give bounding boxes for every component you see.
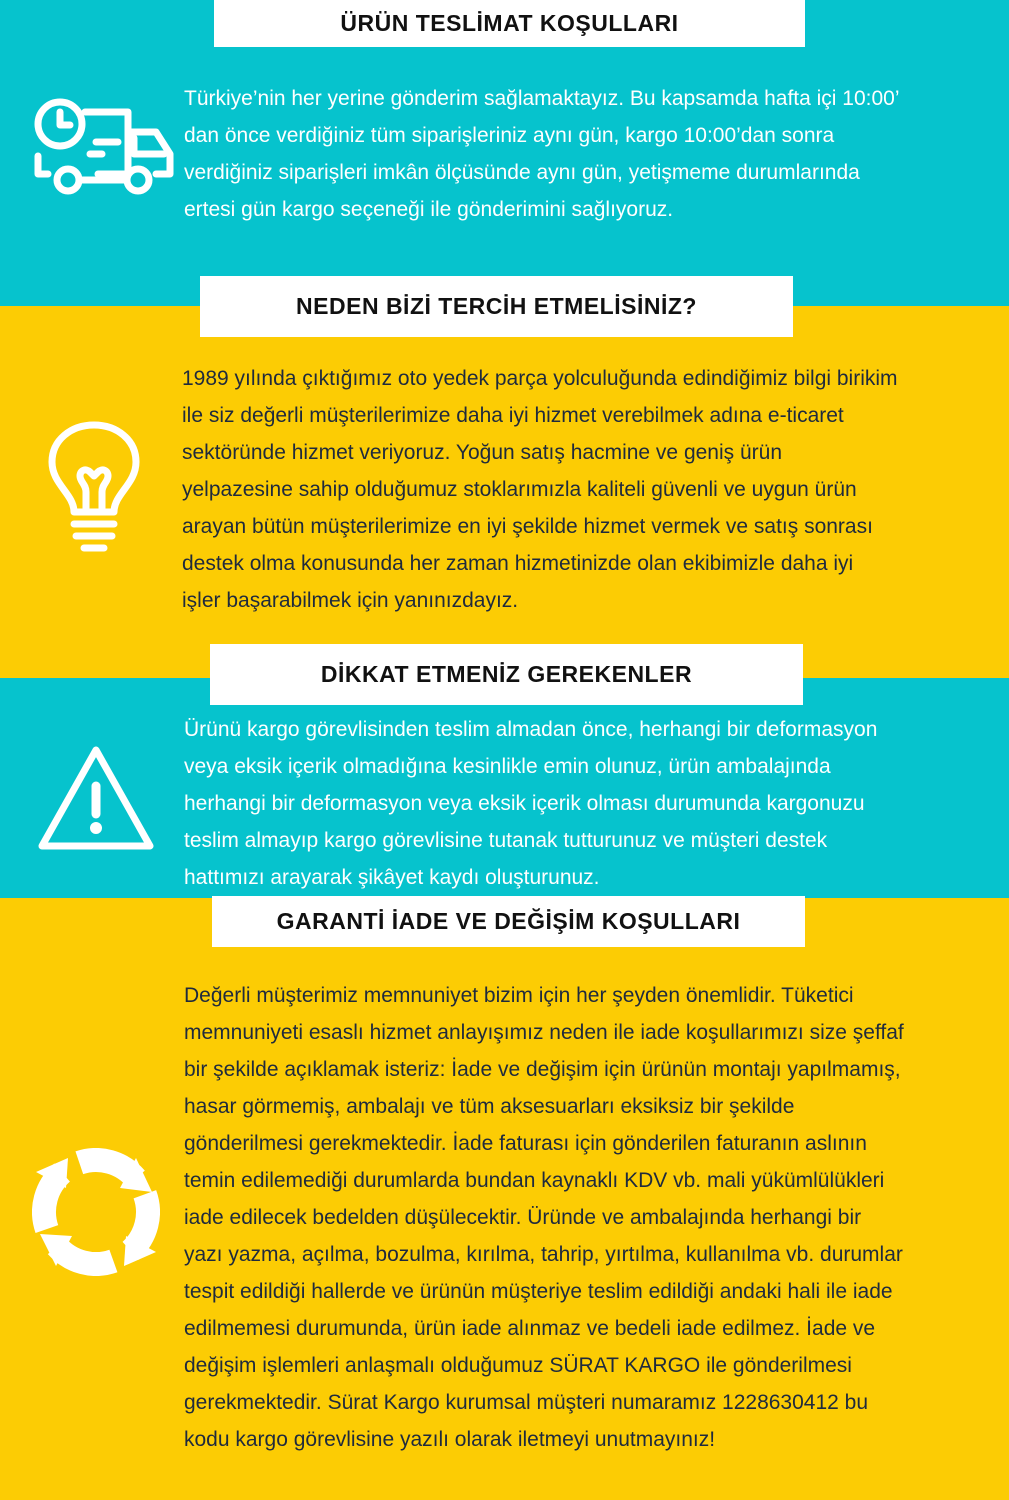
text-line: gönderilmesi gerekmektedir. İade faturası için gönderilen faturanın aslının [184, 1132, 867, 1155]
text-line: tespit edildiği hallerde ve ürünün müşteriye teslim edildiği andaki hali ile iade [184, 1280, 893, 1303]
lightbulb-icon [46, 420, 142, 552]
text-line: memnuniyeti esaslı hizmet anlayışımız neden ile iade koşullarımızı size şeffaf [184, 1021, 904, 1044]
text-line: sektöründe hizmet veriyoruz. Yoğun satış hacmine ve geniş ürün [182, 441, 783, 464]
text-line: kodu kargo görevlisine yazılı olarak iletmeyi unutmayınız! [184, 1428, 716, 1451]
attention-section-text [184, 711, 1006, 896]
text-line: teslim almayıp kargo görevlisine tutanak tutturunuz ve müşteri destek [184, 829, 828, 852]
text-line: hasar görmemiş, ambalajı ve tüm aksesuarları eksiksiz bir şekilde [184, 1095, 795, 1118]
attention-section-title: DİKKAT ETMENİZ GEREKENLER [210, 644, 803, 705]
text-line: veya eksik içerik olmadığına kesinlikle emin olunuz, ürün ambalajında [184, 755, 831, 778]
text-line: yazı yazma, açılma, bozulma, kırılma, tahrip, yırtılma, kullanılma vb. durumlar [184, 1243, 903, 1266]
refresh-cycle-icon [32, 1148, 160, 1276]
text-line: ertesi gün kargo seçeneği ile gönderimini sağlıyoruz. [184, 198, 674, 221]
text-line: işler başarabilmek için yanınızdayız. [182, 589, 519, 612]
text-line: Ürünü kargo görevlisinden teslim almadan önce, herhangi bir deformasyon [184, 718, 878, 741]
warranty-section-title: GARANTİ İADE VE DEĞİŞİM KOŞULLARI [212, 896, 805, 947]
text-line: destek olma konusunda her zaman hizmetinizde olan ekibimizle daha iyi [182, 552, 854, 575]
text-line: verdiğiniz siparişleri imkân ölçüsünde aynı gün, yetişmeme durumlarında [184, 161, 860, 184]
text-line: gerekmektedir. Sürat Kargo kurumsal müşteri numaramız 1228630412 bu [184, 1391, 869, 1414]
text-line: ile siz değerli müşterilerimize daha iyi hizmet verebilmek adına e-ticaret [182, 404, 844, 427]
text-line: yelpazesine sahip olduğumuz stoklarımızla kaliteli güvenli ve uygun ürün [182, 478, 857, 501]
why-us-section-title: NEDEN BİZİ TERCİH ETMELİSİNİZ? [200, 276, 793, 337]
text-line: herhangi bir deformasyon veya eksik içerik olması durumunda kargonuzu [184, 792, 865, 815]
text-line: Türkiye’nin her yerine gönderim sağlamaktayız. Bu kapsamda hafta içi 10:00’ [184, 87, 900, 110]
text-line: değişim işlemleri anlaşmalı olduğumuz SÜRAT KARGO ile gönderilmesi [184, 1354, 852, 1377]
warning-triangle-icon [36, 744, 156, 854]
text-line: hattımızı arayarak şikâyet kaydı oluşturunuz. [184, 866, 600, 889]
text-line: 1989 yılında çıktığımız oto yedek parça yolculuğunda edindiğimiz bilgi birikim [182, 367, 898, 390]
delivery-section-title: ÜRÜN TESLİMAT KOŞULLARI [214, 0, 805, 47]
why-us-section-text [182, 360, 1006, 619]
text-line: Değerli müşterimiz memnuniyet bizim için her şeyden önemlidir. Tüketici [184, 984, 854, 1007]
text-line: edilmemesi durumunda, ürün iade alınmaz ve bedeli iade edilmez. İade ve [184, 1317, 876, 1340]
text-line: dan önce verdiğiniz tüm siparişleriniz aynı gün, kargo 10:00’dan sonra [184, 124, 835, 147]
delivery-section-text [184, 80, 1004, 228]
warranty-section-text [184, 977, 1006, 1458]
text-line: iade edilecek bedelden düşülecektir. Üründe ve ambalajında herhangi bir [184, 1206, 862, 1229]
delivery-truck-clock-icon [30, 96, 178, 200]
text-line: bir şekilde açıklamak isteriz: İade ve değişim için ürünün montajı yapılmamış, [184, 1058, 901, 1081]
text-line: temin edilemediği durumlarda bundan kaynaklı KDV vb. mali yükümlülükleri [184, 1169, 885, 1192]
text-line: arayan bütün müşterilerimize en iyi şekilde hizmet vermek ve satış sonrası [182, 515, 873, 538]
